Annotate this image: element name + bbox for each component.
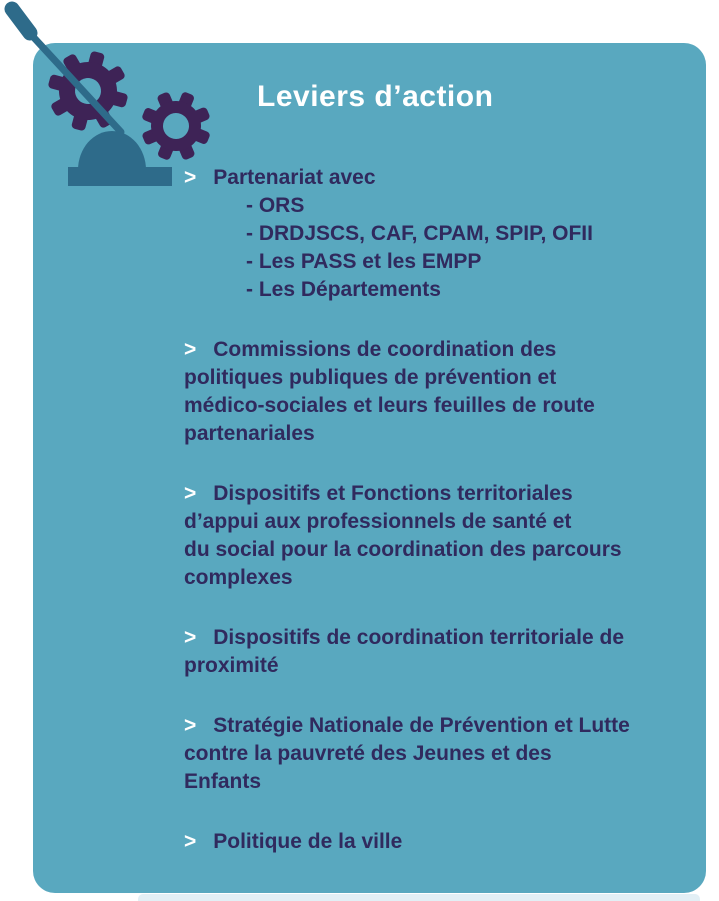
chevron-marker-icon: >: [184, 482, 197, 505]
list-item-line: [184, 828, 704, 856]
list-item-line: [184, 624, 704, 652]
list-item-line: partenariales: [184, 422, 315, 445]
chevron-marker-icon: >: [184, 714, 197, 737]
sub-list-item: - DRDJSCS, CAF, CPAM, SPIP, OFII: [246, 222, 593, 245]
chevron-marker-icon: >: [184, 338, 197, 361]
list-item-line: [184, 480, 704, 508]
list-item-line: médico-sociales et leurs feuilles de route: [184, 394, 595, 417]
sub-list-item: - ORS: [246, 194, 305, 217]
list-item-line: politiques publiques de prévention et: [184, 366, 557, 389]
fulcrum-dome: [78, 131, 146, 170]
page-title: Leviers d’action: [257, 80, 494, 113]
list-item: [184, 828, 704, 856]
list-item-text: Politique de la ville: [213, 830, 403, 853]
list-item-text: Partenariat avec: [213, 166, 376, 189]
list-item-line: complexes: [184, 566, 293, 589]
list-item-line: contre la pauvreté des Jeunes et des: [184, 742, 552, 765]
list-item: [184, 624, 704, 680]
list-item: [184, 164, 704, 304]
list-item-line: [184, 164, 704, 192]
chevron-marker-icon: >: [184, 166, 197, 189]
list-item-text: Dispositifs de coordination territoriale de: [213, 626, 624, 649]
lever-handle: [12, 9, 30, 33]
list-item: [184, 712, 704, 796]
list-item: [184, 336, 704, 448]
chevron-marker-icon: >: [184, 830, 197, 853]
list-item-line: du social pour la coordination des parcours: [184, 538, 622, 561]
chevron-marker-icon: >: [184, 626, 197, 649]
sub-list-item: - Les Départements: [246, 278, 441, 301]
fulcrum-base: [68, 167, 172, 186]
list-item-text: Dispositifs et Fonctions territoriales: [213, 482, 573, 505]
list-item-line: [184, 712, 704, 740]
list-item-text: Stratégie Nationale de Prévention et Lutte: [213, 714, 630, 737]
list-item-line: Enfants: [184, 770, 262, 793]
list-item-line: [184, 336, 704, 364]
list-item-text: Commissions de coordination des: [213, 338, 557, 361]
list-item: [184, 480, 704, 592]
action-list: [184, 164, 704, 856]
list-item-line: d’appui aux professionnels de santé et: [184, 510, 572, 533]
sub-list-item: - Les PASS et les EMPP: [246, 250, 482, 273]
list-item-line: proximité: [184, 654, 279, 677]
next-card-edge: [138, 894, 700, 901]
